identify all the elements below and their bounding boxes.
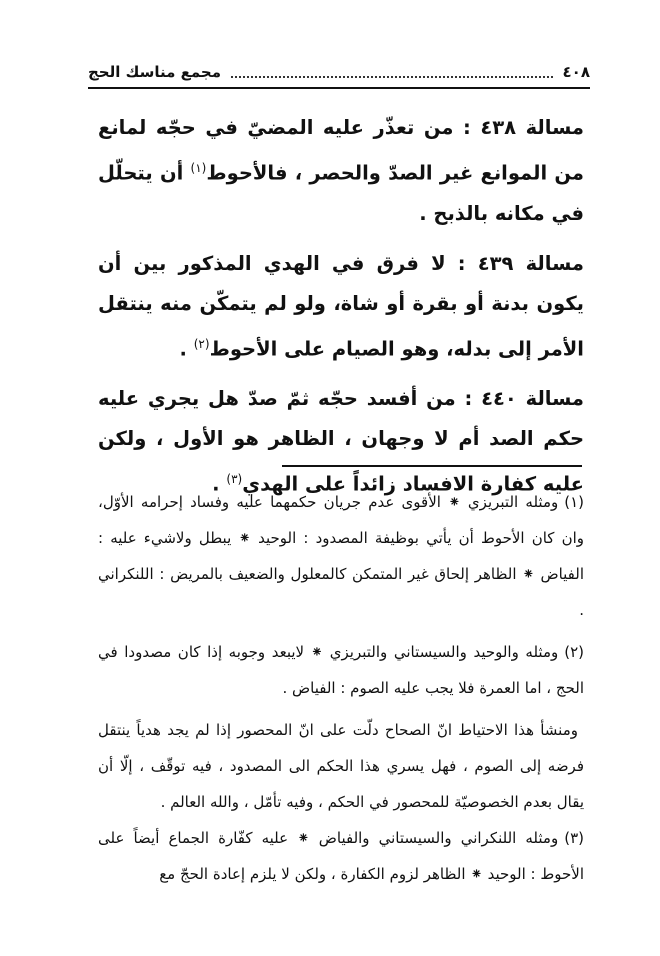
footnote-separator [282,465,582,467]
running-header [88,60,590,84]
footnote-ref: (٣) [226,472,243,486]
issue-438 [98,108,584,234]
footnote-2 [98,634,584,706]
issue-text-end: . [179,337,194,360]
issue-label: مسالة ٤٣٩ : [457,251,584,275]
footnote-ref: (١) [190,161,207,175]
footnote-number: (٢) [564,643,584,661]
footnotes [98,484,584,892]
header-rule [88,87,590,89]
book-title: مجمع مناسك الحج [88,63,222,81]
main-text [98,108,584,515]
footnote-text: ومنشأ هذا الاحتياط انّ الصحاح دلّت على انّ المحصور إذا لم يجد هدياً ينتقل فرضه إلى الصوم ، فهل يسري هذا الحكم الى المصدود ، فيه توقّف ، إلّا أن يقال بعدم الخصوصيّة للمحصور في الحكم ، وفيه تأمّل ، والله العالم . [98,721,584,811]
footnote-text: ومثله اللنكراني والسيستاني والفياض ⁕ عليه كفّارة الجماع أيضاً على الأحوط : الوحيد ⁕ الظاهر لزوم الكفارة ، ولكن لا يلزم إعادة الحجّ مع [98,829,584,883]
footnote-1 [98,484,584,628]
footnote-ref: (٢) [193,336,210,351]
issue-text: من تعذّر عليه المضيّ في حجّه لمانع من الموانع غير الصدّ والحصر ، فالأحوط [98,116,584,185]
leader-dots [231,66,553,78]
footnote-number: (٣) [564,829,584,847]
issue-text-end: أن يتحلّل في مكانه بالذبح . [98,161,584,225]
issue-text-end: . [212,472,227,496]
footnote-number: (١) [564,493,584,511]
issue-label: مسالة ٤٤٠ : [464,387,585,410]
footnote-text: ومثله والوحيد والسيستاني والتبريزي ⁕ لايبعد وجوبه إذا كان مصدودا في الحج ، اما العمرة فلا يجب عليه الصوم : الفياض . [98,643,584,697]
issue-439 [98,244,584,370]
issue-text: من أفسد حجّه ثمّ صدّ هل يجري عليه حكم الصد أم لا وجهان ، الظاهر هو الأول ، ولكن عليه كفارة الافساد زائداً على الهدي [98,387,584,496]
issue-label: مسالة ٤٣٨ : [463,116,584,139]
footnote-2-continued [98,712,584,820]
footnote-text: ومثله التبريزي ⁕ الأقوى عدم جريان حكمهما عليه وفساد إحرامه الأوّل، وان كان الأحوط أن يأتي بوظيفة المصدود : الوحيد ⁕ يبطل ولاشيء عليه : الفياض ⁕ الظاهر إلحاق غير المتمكن كالمعلول والضعيف بالمريض : اللنكراني . [98,493,584,619]
issue-text: لا فرق في الهدي المذكور بين أن يكون بدنة أو بقرة أو شاة، ولو لم يتمكّن منه ينتقل الأمر إلى بدله، وهو الصيام على الأحوط [98,251,584,360]
page-number: ٤٠٨ [562,63,590,81]
footnote-3 [98,820,584,892]
